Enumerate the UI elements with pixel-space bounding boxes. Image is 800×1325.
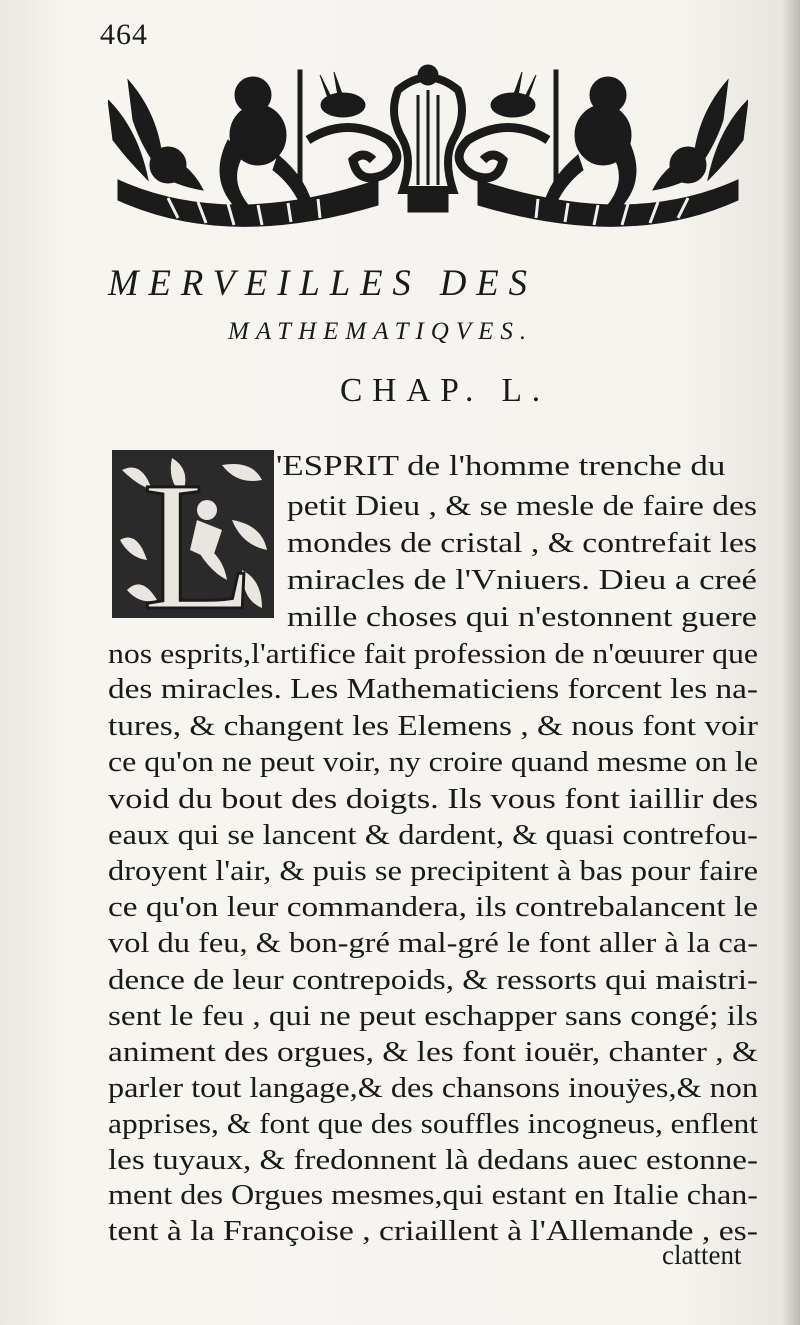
text-line: sent le feu , qui ne peut eschapper sans congé; ils bbox=[108, 1001, 758, 1032]
title-main: MERVEILLES DES bbox=[108, 263, 537, 304]
text-line: 'ESPRIT de l'homme trenche du bbox=[276, 451, 726, 482]
decorated-initial bbox=[112, 450, 274, 618]
text-line: vol du feu, & bon-gré mal-gré le font aller à la ca- bbox=[108, 928, 758, 959]
dropcap-letter: L bbox=[142, 450, 256, 618]
text-line: des miracles. Les Mathematiciens forcent les na- bbox=[108, 674, 758, 705]
text-line: ment des Orgues mesmes,qui estant en Italie chan- bbox=[108, 1180, 758, 1211]
text-line: apprises, & font que des souffles incogneus, enflent bbox=[108, 1109, 758, 1140]
ornamental-header-woodcut bbox=[108, 60, 748, 230]
text-line: ce qu'on ne peut voir, ny croire quand mesme on le bbox=[108, 747, 758, 778]
text-line: mondes de cristal , & contrefait les bbox=[287, 528, 757, 559]
text-line: ce qu'on leur commandera, ils contrebalancent le bbox=[108, 892, 758, 923]
text-line: void du bout des doigts. Ils vous font iaillir des bbox=[108, 784, 758, 815]
text-line: miracles de l'Vniuers. Dieu a creé bbox=[287, 565, 757, 596]
text-line: tures, & changent les Elemens , & nous font voir bbox=[108, 711, 758, 742]
title-sub: MATHEMATIQVES. bbox=[228, 318, 534, 345]
text-line: petit Dieu , & se mesle de faire des bbox=[287, 491, 757, 522]
text-line: eaux qui se lancent & dardent, & quasi contrefou- bbox=[108, 820, 758, 851]
page-number: 464 bbox=[100, 18, 148, 51]
text-line: droyent l'air, & puis se precipitent à bas pour faire bbox=[108, 856, 758, 887]
text-line: tent à la Françoise , criaillent à l'Allemande , es- bbox=[108, 1216, 758, 1247]
text-line: nos esprits,l'artifice fait profession de n'œuurer que bbox=[108, 639, 758, 670]
text-line: animent des orgues, & les font iouër, chanter , & bbox=[108, 1037, 758, 1068]
chapter-heading: CHAP. L. bbox=[340, 372, 550, 409]
catchword: clattent bbox=[662, 1240, 742, 1270]
page-edge-shadow bbox=[782, 0, 800, 1325]
text-line: mille choses qui n'estonnent guere bbox=[287, 602, 757, 633]
text-line: parler tout langage,& des chansons inouÿes,& non bbox=[108, 1073, 758, 1104]
text-line: les tuyaux, & fredonnent là dedans auec estonne- bbox=[108, 1145, 758, 1176]
text-line: dence de leur contrepoids, & ressorts qui maistri- bbox=[108, 965, 758, 996]
